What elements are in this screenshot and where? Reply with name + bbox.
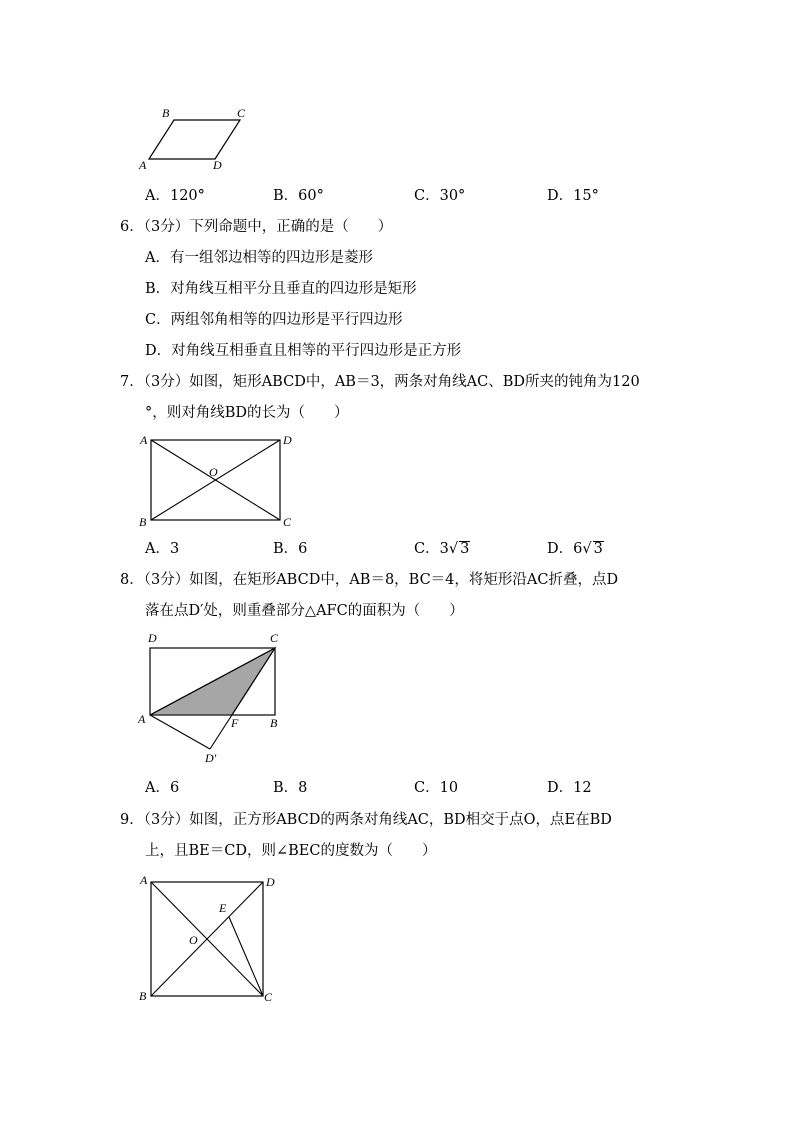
label-a: A [140, 433, 148, 447]
q8-fold-figure [130, 628, 300, 768]
label-o: O [189, 933, 198, 947]
label-c: C [270, 631, 279, 645]
q6-option-a[interactable]: A．有一组邻边相等的四边形是菱形 [145, 250, 373, 266]
label-d: D [266, 875, 275, 889]
label-b: B [139, 515, 147, 529]
q9-square-figure [130, 868, 290, 1008]
q7-option-d-radicand: 3 [593, 541, 603, 557]
q7-option-b[interactable]: B．6 [273, 541, 308, 557]
label-a: A [138, 712, 146, 726]
label-b: B [162, 106, 170, 120]
label-o: O [209, 465, 218, 479]
q8-option-c[interactable]: C．10 [414, 780, 459, 796]
q6-stem: 6．（3分）下列命题中，正确的是（ ） [120, 219, 393, 235]
q5-option-a[interactable]: A．120° [145, 188, 205, 204]
q5-option-d[interactable]: D．15° [547, 188, 599, 204]
q7-stem-line1: 7．（3分）如图，矩形ABCD中，AB＝3，两条对角线AC、BD所夹的钝角为120 [120, 374, 640, 390]
q7-stem-line2: °，则对角线BD的长为（ ） [145, 405, 349, 421]
label-a: A [140, 873, 148, 887]
q7-option-d[interactable] [547, 539, 604, 559]
q6-option-d[interactable]: D．对角线互相垂直且相等的平行四边形是正方形 [145, 343, 462, 359]
q7-option-c[interactable] [414, 539, 470, 559]
q9-stem-line1: 9．（3分）如图，正方形ABCD的两条对角线AC，BD相交于点O，点E在BD [120, 812, 612, 828]
q8-option-a[interactable]: A．6 [145, 780, 180, 796]
q6-option-c[interactable]: C．两组邻角相等的四边形是平行四边形 [145, 312, 403, 328]
q7-rectangle-figure [130, 428, 300, 533]
label-b: B [270, 716, 278, 730]
q5-option-c[interactable]: C．30° [414, 188, 466, 204]
q5-option-b[interactable]: B．60° [273, 188, 324, 204]
q7-option-d-prefix: D．6 [547, 541, 583, 557]
q8-stem-line2: 落在点D′处，则重叠部分△AFC的面积为（ ） [145, 603, 464, 619]
q6-option-b[interactable]: B．对角线互相平分且垂直的四边形是矩形 [145, 281, 417, 297]
q7-option-c-prefix: C．3 [414, 541, 449, 557]
label-c: C [264, 990, 273, 1004]
segment-ec [229, 917, 263, 996]
label-d-prime: D′ [205, 751, 217, 765]
sqrt-sign: √ [582, 541, 592, 557]
q5-parallelogram-figure [130, 100, 270, 180]
q8-stem-line1: 8．（3分）如图，在矩形ABCD中，AB＝8，BC＝4，将矩形沿AC折叠，点D [120, 572, 619, 588]
label-c: C [237, 106, 246, 120]
q8-option-b[interactable]: B．8 [273, 780, 308, 796]
label-d: D [148, 631, 157, 645]
label-d: D [283, 433, 292, 447]
q7-option-c-radicand: 3 [460, 541, 470, 557]
q9-stem-line2: 上，且BE＝CD，则∠BEC的度数为（ ） [145, 843, 437, 859]
label-e: E [219, 901, 227, 915]
label-c: C [283, 515, 292, 529]
sqrt-sign: √ [448, 541, 459, 557]
segment-ad-prime [150, 715, 210, 749]
label-a: A [139, 158, 147, 172]
parallelogram-shape [149, 120, 240, 159]
q7-option-a[interactable]: A．3 [145, 541, 180, 557]
q8-option-d[interactable]: D．12 [547, 780, 592, 796]
label-d: D [213, 158, 222, 172]
label-f: F [231, 716, 239, 730]
label-b: B [139, 989, 147, 1003]
